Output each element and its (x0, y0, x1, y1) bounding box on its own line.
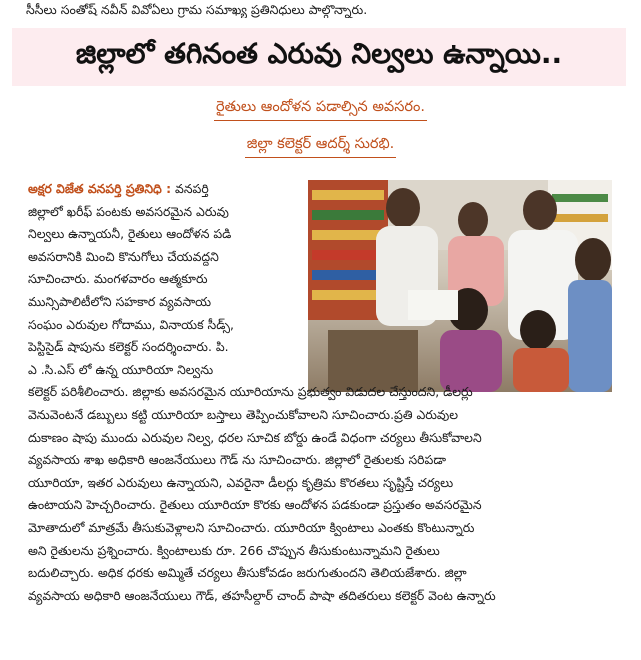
paragraph-line: సూచించారు. మంగళవారం ఆత్మకూరు (28, 271, 208, 287)
paragraph-line: కలెక్టర్ పరిశీలించారు. జిల్లాకు అవసరమైన యూరియాను ప్రభుత్వం విడుదల చేస్తుందని, డీలర్లు (28, 384, 473, 400)
paragraph-line: బదులిచ్చారు. అధిక ధరకు అమ్మితే చర్యలు తీసుకోవడం జరుగుతుందని తెలియజేశారు. జిల్లా (28, 565, 467, 581)
headline-banner (12, 28, 626, 86)
previous-article-closing-line: సీసీలు సంతోష్ నవీన్ వివోఏలు గ్రామ సమాఖ్య ప్రతినిధులు పాల్గొన్నారు. (26, 2, 368, 17)
subheading-1-wrap (0, 96, 641, 121)
paragraph-line: మున్సిపాలిటీలోని సహకార వ్యవసాయ (28, 293, 212, 309)
dateline: అక్షర విజేత వనపర్తి ప్రతినిధి : (28, 181, 172, 196)
paragraph-line: అవసరానికి మించి కొనుగోలు చేయవద్దని (28, 248, 219, 264)
subheadings (0, 96, 641, 158)
article-body (28, 178, 614, 607)
paragraph-line: జిల్లాలో ఖరీఫ్ పంటకు అవసరమైన ఎరువు (28, 203, 229, 219)
paragraph-line: యూరియా, ఇతర ఎరువులు ఉన్నాయని, ఎవరైనా డీలర్లు కృత్రిమ కొరతలు సృష్టిస్తే చర్యలు (28, 474, 454, 490)
paragraph-line: పెస్టిసైడ్ షాపును కలెక్టర్ సందర్శించారు. పి. (28, 339, 229, 355)
paragraph-line: ఉంటాయని హెచ్చరించారు. రైతులు యూరియా కొరకు ఆందోళన పడకుండా ప్రస్తుతం అవసరమైన (28, 497, 482, 513)
paragraph-line: నిల్వలు ఉన్నాయనీ, రైతులు ఆందోళన పడి (28, 226, 232, 242)
paragraph-line: దుకాణం షాపు ముందు ఎరువుల నిల్వ, ధరల సూచిక బోర్డు ఉండే విధంగా చర్యలు తీసుకోవాలని (28, 429, 482, 445)
paragraph-line: వనపర్తి (175, 181, 209, 196)
paragraph-line: వ్యవసాయ అధికారి ఆంజనేయులు గౌడ్, తహసీల్దార్ చాంద్ పాషా తదితరులు కలెక్టర్ వెంట ఉన్నారు (28, 587, 496, 603)
headline: జిల్లాలో తగినంత ఎరువు నిల్వలు ఉన్నాయి.. (75, 37, 563, 70)
paragraph-line: వెనువెంటనే డబ్బులు కట్టి యూరియా బస్తాలు తెప్పించుకోవాలని సూచించారు.ప్రతి ఎరువుల (28, 406, 459, 422)
paragraph-line: సంఘం ఎరువుల గోదాము, వినాయక సీడ్స్, (28, 316, 234, 332)
paragraph-line: వ్యవసాయ శాఖ అధికారి ఆంజనేయులు గౌడ్ ను సూచించారు. జిల్లాలో రైతులకు సరిపడా (28, 452, 446, 468)
paragraph-line: ఎ .సి.ఎస్ లో ఉన్న యూరియా నిల్వను (28, 361, 214, 377)
subheading-2-wrap (0, 133, 641, 158)
subheading-1: రైతులు ఆందోళన పడాల్సిన అవసరం. (214, 97, 427, 121)
paragraph-line: మోతాదులో మాత్రమే తీసుకువెళ్లాలని సూచించారు. యూరియా క్వింటాలు ఎంతకు కొంటున్నారు (28, 519, 475, 535)
paragraph-line: అని రైతులను ప్రశ్నించారు. క్వింటాలుకు రూ. 266 చొప్పున తీసుకుంటున్నామని రైతులు (28, 542, 440, 558)
article-first-line (28, 178, 300, 201)
subheading-2: జిల్లా కలెక్టర్ ఆదర్శ్ సురభి. (245, 134, 397, 158)
